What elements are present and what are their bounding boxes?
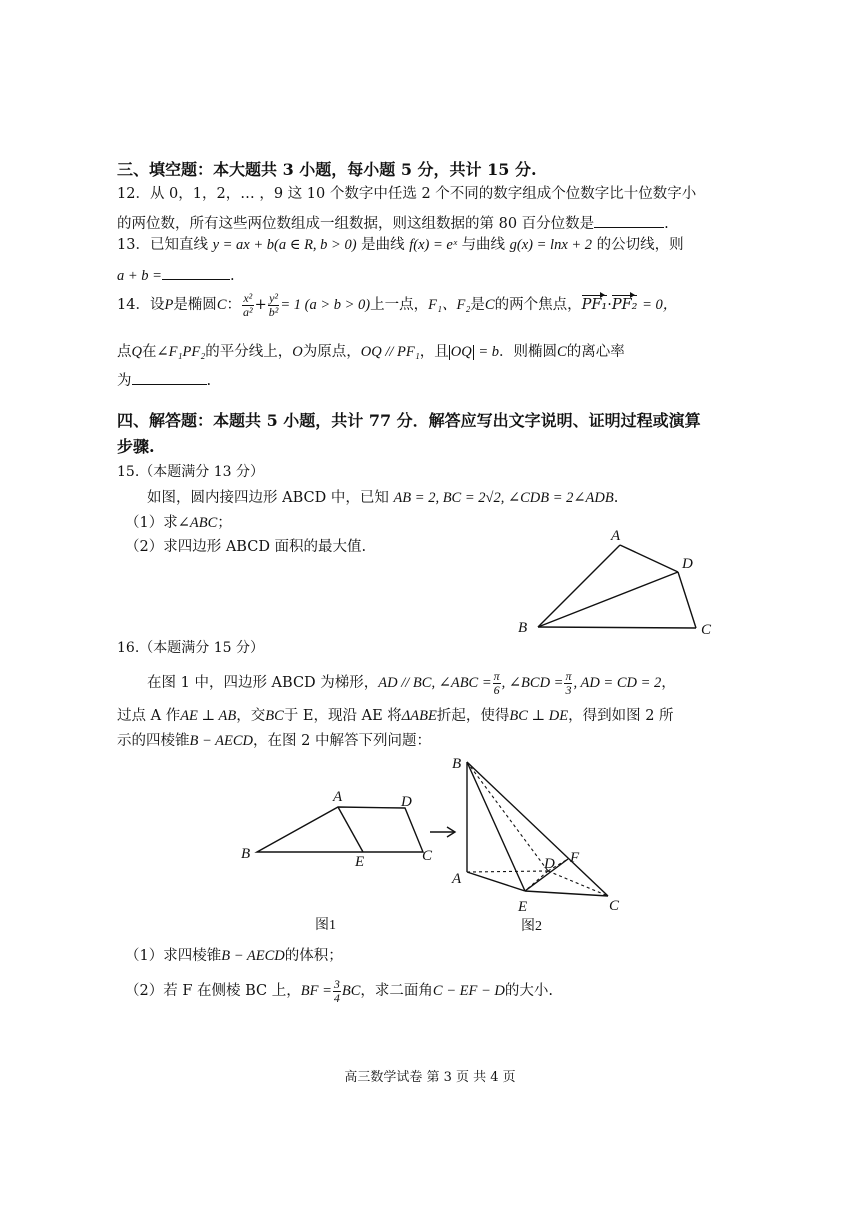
q16-l1-m3: , AD = CD = 2 xyxy=(573,675,662,692)
q13-mid2: 与曲线 xyxy=(461,237,506,253)
q16-l3b: ，在图 2 中解答下列问题： xyxy=(253,733,431,749)
q16-p1a: （1）求四棱锥 xyxy=(125,948,222,964)
q16-line2 xyxy=(117,708,674,725)
q14-angle: ∠F₁PF₂ xyxy=(156,344,206,360)
q14-y2: y² xyxy=(269,291,279,305)
q16-fig2-caption: 图2 xyxy=(521,919,542,934)
q14-O: O xyxy=(292,344,303,360)
q16-fig2-label-D: D xyxy=(544,856,555,872)
q16-fig1-label-C: C xyxy=(422,848,433,864)
q14-line3: 为 . xyxy=(117,370,211,390)
q16-frac-pi6 xyxy=(493,670,501,696)
q14-l2e: ，且 xyxy=(419,344,449,360)
q16-fig1-label-B: B xyxy=(241,846,251,862)
q15-label-C: C xyxy=(701,622,712,638)
q14-mid2: 上一点， xyxy=(370,297,429,314)
q16-l1-prefix: 在图 1 中，四边形 ABCD 为梯形， xyxy=(147,675,379,692)
q14-abs-OQ: OQ xyxy=(450,344,472,360)
q15-label-B: B xyxy=(518,620,528,636)
q14-eqb: = b xyxy=(478,344,500,360)
q16-line1 xyxy=(147,670,676,696)
q12-line2-text: 的两位数，所有这些两位数组成一组数据，则这组数据的第 80 百分位数是 xyxy=(117,216,595,232)
q14-a2: a² xyxy=(242,304,253,319)
q15-label-D: D xyxy=(682,556,693,572)
q15-p1-suffix: ； xyxy=(217,515,232,531)
q16-part1 xyxy=(125,948,343,965)
q16-p1b: 的体积； xyxy=(284,948,343,964)
q16-fig2-hidden-BD xyxy=(467,762,548,871)
q16-l1-suffix: ， xyxy=(661,675,676,692)
q14-frac-y xyxy=(268,292,280,318)
q16-three: 3 xyxy=(565,682,572,697)
q16-frac-pi3 xyxy=(564,670,572,696)
q14-b2: b² xyxy=(268,304,279,319)
q16-pi-num1: π xyxy=(493,669,500,683)
q16-fig2-label-E: E xyxy=(518,899,528,915)
q16-fig2-hidden-DE xyxy=(525,871,548,891)
q14-mid1: 是椭圆 xyxy=(173,297,217,314)
q16-part2 xyxy=(125,978,553,1004)
q16-fig1-label-E: E xyxy=(355,854,365,870)
q16-p2b: ，求二面角 xyxy=(360,983,433,1000)
q16-fig2-label-F: F xyxy=(570,850,580,866)
q16-p2-m3: C − EF − D xyxy=(432,983,505,1000)
q16-l2-m3: ΔABE xyxy=(401,708,437,724)
q16-fig2-label-C: C xyxy=(609,898,620,914)
q15-quadrilateral-figure xyxy=(508,520,728,642)
q14-vec2: PF₂ xyxy=(611,297,638,314)
q15-label-A: A xyxy=(611,528,621,544)
q16-line3 xyxy=(117,733,431,750)
q14-C: C xyxy=(216,297,227,314)
q15-title: 15.（本题满分 13 分） xyxy=(117,464,264,480)
q16-title: 16.（本题满分 15 分） xyxy=(117,640,264,656)
q14-line2 xyxy=(117,344,625,361)
q16-l2-m1: AE ⊥ AB xyxy=(180,708,237,724)
q14-prefix: 14．设 xyxy=(117,297,165,314)
q15-stem-prefix: 如图，圆内接四边形 ABCD 中，已知 xyxy=(147,490,389,506)
q14-eq-rest: = 1 (a > b > 0) xyxy=(280,297,371,314)
q12-line1: 12．从 0，1，2，… ，9 这 10 个数字中任选 2 个不同的数字组成个位数字比十位数字小 xyxy=(117,186,697,202)
q13-line2: a + b = . xyxy=(117,265,235,285)
q16-l1-m2: , ∠BCD = xyxy=(501,675,564,692)
q14-l2a: 点 xyxy=(117,344,132,360)
q15-p1-math: ∠ABC xyxy=(177,515,218,531)
q14-answer-blank xyxy=(132,370,207,385)
q16-fig2-label-A: A xyxy=(452,871,462,887)
q16-fig1-label-D: D xyxy=(401,794,412,810)
q13-answer-blank xyxy=(162,265,230,280)
q14-foci: F₁、F₂ xyxy=(428,297,471,314)
q16-fig2-edge-EC xyxy=(525,891,608,896)
q16-l1-m1: AD // BC, ∠ABC = xyxy=(378,675,492,692)
q14-line3-text: 为 xyxy=(117,373,132,389)
q16-figure2 xyxy=(448,752,638,942)
q14-vec1: PF₁ xyxy=(581,297,608,314)
q16-fig1-edge-AE xyxy=(338,807,363,852)
q16-fig1-caption: 图1 xyxy=(315,918,336,933)
q16-p2-m2: BC xyxy=(341,983,361,1000)
q16-p2-m1: BF = xyxy=(300,983,332,1000)
q13-answer-lhs: a + b = xyxy=(117,268,162,284)
q16-l2b: ，交 xyxy=(236,708,266,724)
q16-p2a: （2）若 F 在侧棱 BC 上， xyxy=(125,983,301,1000)
q16-l2c: 于 E，现沿 AE 将 xyxy=(283,708,402,724)
section3-heading: 三、填空题：本大题共 3 小题，每小题 5 分，共计 15 分. xyxy=(117,160,537,179)
q14-mid3: 是 xyxy=(470,297,485,314)
q16-l2d: 折起，使得 xyxy=(436,708,510,724)
q15-stem xyxy=(147,490,618,507)
q13-line-eq: y = ax + b(a ∈ R, b > 0) xyxy=(212,237,357,253)
q12-answer-blank xyxy=(594,213,664,228)
q13-mid1: 是曲线 xyxy=(361,237,405,253)
q16-frac-3-4 xyxy=(333,978,341,1004)
q16-p2c: 的大小. xyxy=(504,983,553,1000)
q16-fig2-label-B: B xyxy=(452,756,462,772)
q15-p1-prefix: （1）求 xyxy=(125,515,178,531)
q14-C2: C xyxy=(484,297,495,314)
q16-l2-m4: BC ⊥ DE xyxy=(509,708,569,724)
q14-l2g: 的离心率 xyxy=(566,344,625,360)
q16-fig2-edge-AE xyxy=(467,872,525,891)
q16-l2e: ，得到如图 2 所 xyxy=(568,708,674,724)
q14-l2d: 为原点， xyxy=(302,344,361,360)
q16-fig2-edge-BC xyxy=(467,762,608,896)
q13-prefix: 13．已知直线 xyxy=(117,237,208,253)
q14-l2c: 的平分线上， xyxy=(205,344,293,360)
q14-dot-eq: = 0， xyxy=(642,297,678,314)
q15-edge-AD xyxy=(620,545,678,572)
q13-suffix: 的公切线，则 xyxy=(596,237,684,253)
q15-edge-BC xyxy=(538,627,696,628)
q16-fig1-label-A: A xyxy=(333,789,343,805)
q13-line1 xyxy=(117,237,684,254)
q14-frac-x xyxy=(242,292,254,318)
q14-l2f: ．则椭圆 xyxy=(499,344,558,360)
q15-edge-BD xyxy=(538,572,678,627)
q15-part2: （2）求四边形 ABCD 面积的最大值. xyxy=(125,539,367,555)
q12-line2: 的两位数，所有这些两位数组成一组数据，则这组数据的第 80 百分位数是 . xyxy=(117,213,669,233)
q16-p2-den: 4 xyxy=(333,990,340,1005)
section4-heading1: 四、解答题：本题共 5 小题，共计 77 分．解答应写出文字说明、证明过程或演算 xyxy=(117,411,701,430)
q16-l3-m: B − AECD xyxy=(189,733,253,749)
q16-fig2-hidden-AD xyxy=(467,871,548,872)
q14-x2: x² xyxy=(243,291,253,305)
q14-mid4: 的两个焦点， xyxy=(494,297,582,314)
q14-parallel: OQ // PF₁ xyxy=(360,344,420,360)
section4-heading2: 步骤. xyxy=(117,437,155,456)
q14-Q: Q xyxy=(131,344,142,360)
q15-stem-math: AB = 2, BC = 2√2, ∠CDB = 2∠ADB xyxy=(393,490,614,506)
q16-pi-num2: π xyxy=(565,669,572,683)
q16-six: 6 xyxy=(493,682,500,697)
q16-fig1-trapezoid xyxy=(257,807,423,852)
q14-C3: C xyxy=(557,344,567,360)
q15-stem-suffix: . xyxy=(613,490,619,506)
q15-part1 xyxy=(125,515,232,532)
q16-p2-num: 3 xyxy=(333,977,340,991)
q16-l2-m2: BC xyxy=(265,708,284,724)
q16-l2a: 过点 A 作 xyxy=(117,708,181,724)
page-footer: 高三数学试卷 第 3 页 共 4 页 xyxy=(344,1070,516,1085)
q16-p1-m: B − AECD xyxy=(221,948,285,964)
q13-f-eq: f(x) = eˣ xyxy=(409,237,457,253)
q14-line1: 14．设P是椭圆C： $\frac{\text{x²}}{\text{a²}}$ + $\frac{\text{y²}}{\text{b²}}$ = 1 (a > b > 0)上一点，F₁、F₂是C的两个焦点，PF₁·PF₂ = 0， xyxy=(117,291,678,319)
q13-g-eq: g(x) = lnx + 2 xyxy=(509,237,593,253)
q15-edge-DC xyxy=(678,572,696,628)
q16-l3a: 示的四棱锥 xyxy=(117,733,190,749)
q15-edge-AB xyxy=(538,545,620,627)
q14-P: P xyxy=(164,297,174,314)
q14-l2b: 在 xyxy=(141,344,157,360)
q16-figure1 xyxy=(235,782,440,942)
